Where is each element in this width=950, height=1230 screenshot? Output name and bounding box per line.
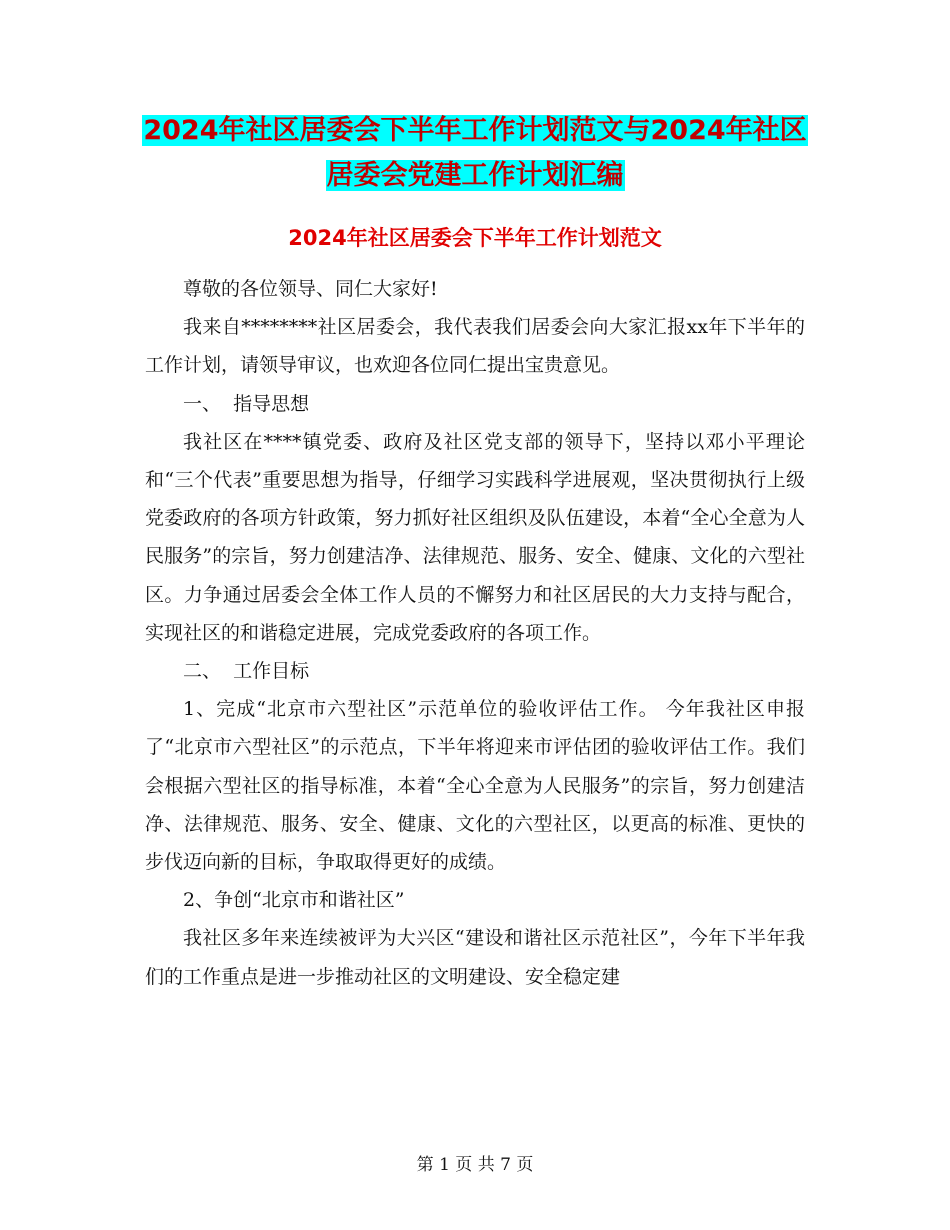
heading-work-goals: 二、 工作目标 <box>183 660 310 683</box>
section-title: 2024年社区居委会下半年工作计划范文 <box>288 226 662 250</box>
paragraph-guiding-ideology: 我社区在****镇党委、政府及社区党支部的领导下，坚持以邓小平理论和“三个代表”重要思想为指导，仔细学习实践科学进展观，坚决贯彻执行上级党委政府的各项方针政策，努力抓好社区组织及队伍建设，本着“全心全意为人民服务”的宗旨，努力创建洁净、法律规范、服务、安全、健康、文化的六型社区。力争通过居委会全体工作人员的不懈努力和社区居民的大力支持与配合，实现社区的和谐稳定进展，完成党委政府的各项工作。 <box>145 430 805 644</box>
document-body <box>145 270 805 996</box>
heading-goal-2: 2、争创“北京市和谐社区” <box>183 889 405 912</box>
paragraph-intro: 我来自********社区居委会，我代表我们居委会向大家汇报xx年下半年的工作计划，请领导审议，也欢迎各位同仁提出宝贵意见。 <box>145 316 805 377</box>
paragraph-goal-2: 我社区多年来连续被评为大兴区“建设和谐社区示范社区”，今年下半年我们的工作重点是进一步推动社区的文明建设、安全稳定建 <box>145 927 805 988</box>
document-title <box>140 108 810 198</box>
paragraph-greeting: 尊敬的各位领导、同仁大家好! <box>183 278 438 300</box>
paragraph-goal-1: 1、完成“北京市六型社区”示范单位的验收评估工作。 今年我社区申报了“北京市六型社区”的示范点，下半年将迎来市评估团的验收评估工作。我们会根据六型社区的指导标准，本着“全心全意为人民服务”的宗旨，努力创建洁净、法律规范、服务、安全、健康、文化的六型社区，以更高的标准、更快的步伐迈向新的目标，争取取得更好的成绩。 <box>145 698 805 874</box>
page-footer: 第 1 页 共 7 页 <box>416 1155 534 1175</box>
heading-guiding-ideology: 一、 指导思想 <box>183 392 310 415</box>
title-line-1: 2024年社区居委会下半年工作计划范文与2024年社区 <box>143 115 807 146</box>
title-line-2: 居委会党建工作计划汇编 <box>326 160 624 191</box>
